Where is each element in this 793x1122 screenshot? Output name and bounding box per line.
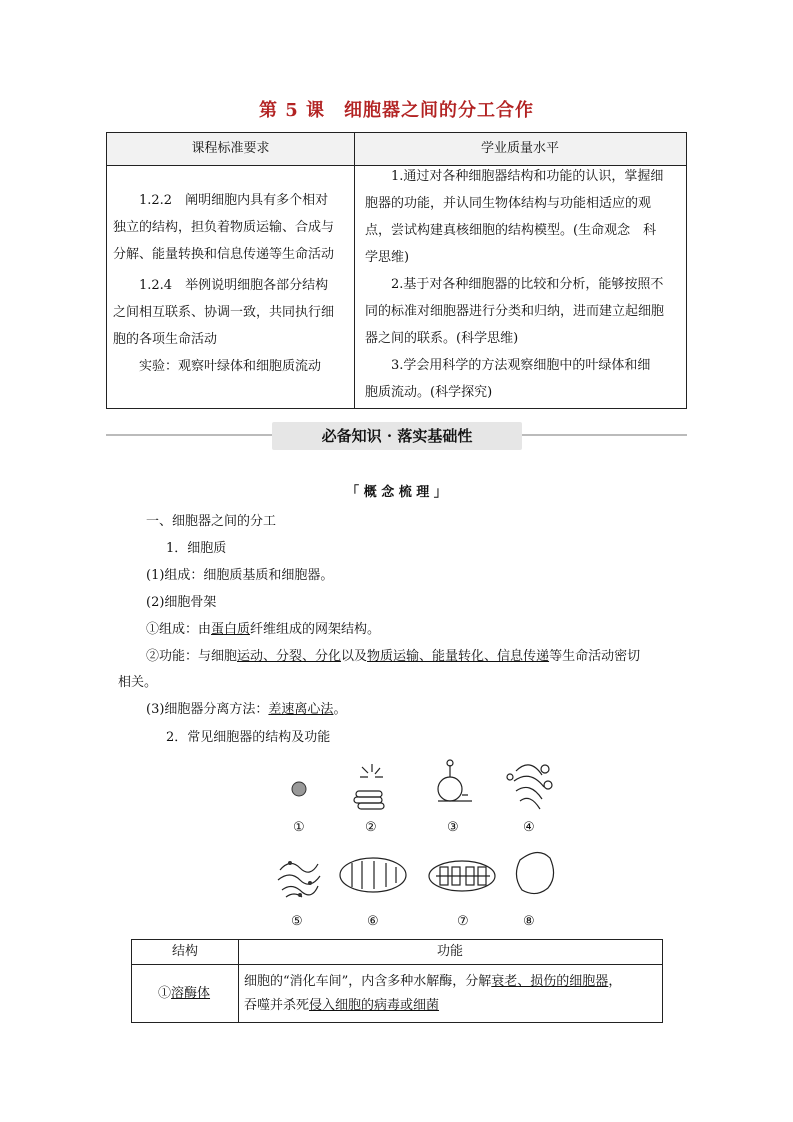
text-related: 相关。: [118, 675, 158, 690]
text-cytoskeleton-composition: [146, 618, 380, 637]
organelle-centriole-figure: [438, 760, 472, 801]
answer-transport: 物质运输、能量转化、信息传递: [367, 649, 550, 664]
answer-protein: 蛋白质: [211, 622, 251, 637]
text-segment: 以及: [341, 649, 368, 664]
figure-label: ①: [293, 820, 305, 835]
answer-centrifugation: 差速离心法: [268, 702, 334, 717]
text-segment: 纤维组成的网架结构。: [250, 622, 381, 637]
text-separation-method: [146, 698, 346, 717]
figure-label: ⑤: [291, 914, 303, 929]
answer-movement: 运动、分裂、分化: [237, 649, 342, 664]
col1-line: 分解、能量转换和信息传递等生命活动: [113, 247, 335, 262]
col2-line: 3.学会用科学的方法观察细胞中的叶绿体和细: [391, 358, 651, 373]
structure-number: ①: [158, 986, 172, 1001]
header-structure: 结构: [132, 940, 238, 965]
heading-division: 一、细胞器之间的分工: [146, 514, 277, 529]
organelle-ribosome-figure: [292, 782, 306, 796]
text-segment: 吞噬并杀死: [244, 998, 310, 1013]
figure-label: ⑧: [523, 914, 535, 929]
figure-label: ④: [523, 820, 535, 835]
heading-cytoplasm: 1．细胞质: [166, 541, 227, 556]
organelle-centrosome-figure: [354, 764, 384, 809]
banner-rule-left: [106, 434, 276, 436]
standards-table: [106, 132, 687, 409]
col2-line: 胞器的功能，并认同生物体结构与功能相适应的观: [365, 196, 652, 211]
text-segment: 。: [333, 702, 347, 717]
header-quality: 学业质量水平: [354, 133, 686, 166]
col1-line: 胞的各项生命活动: [113, 332, 218, 347]
answer-aging-organelles: 衰老、损伤的细胞器: [491, 974, 609, 989]
text-cytoskeleton: (2)细胞骨架: [146, 595, 217, 610]
text-segment: ①组成：由: [146, 622, 212, 637]
text-segment: ，: [608, 974, 622, 989]
figure-label: ⑦: [457, 914, 469, 929]
heading-organelles: 2．常见细胞器的结构及功能: [166, 730, 331, 745]
col2-line: 同的标准对细胞器进行分类和归纳，进而建立起细胞: [365, 304, 665, 319]
organelle-chloroplast-figure: [429, 861, 495, 891]
section-banner: [106, 420, 687, 450]
section-banner-title: 必备知识 · 落实基础性: [272, 422, 522, 450]
answer-lysosome: 溶酶体: [171, 986, 211, 1001]
text-composition: (1)组成：细胞质基质和细胞器。: [146, 568, 334, 583]
organelle-golgi-figure: [507, 765, 552, 809]
text-segment: 细胞的“消化车间”，内含多种水解酶，分解: [244, 974, 492, 989]
answer-invading-pathogens: 侵入细胞的病毒或细菌: [309, 998, 440, 1013]
col2-line: 2.基于对各种细胞器的比较和分析，能够按照不: [391, 277, 664, 292]
figure-label: ②: [365, 820, 377, 835]
text-segment: ②功能：与细胞: [146, 649, 238, 664]
organelle-mitochondrion-figure: [340, 858, 406, 892]
col1-line: 1.2.2 阐明细胞内具有多个相对: [139, 193, 329, 208]
text-segment: (3)细胞器分离方法：: [146, 702, 269, 717]
col2-line: 器之间的联系。(科学思维): [365, 331, 519, 346]
header-function: 功能: [238, 940, 662, 965]
col1-line: 之间相互联系、协调一致，共同执行细: [113, 305, 335, 320]
figure-label: ③: [447, 820, 459, 835]
text-cytoskeleton-function: [146, 645, 640, 664]
banner-rule-right: [518, 434, 687, 436]
figure-label: ⑥: [367, 914, 379, 929]
col2-line: 点，尝试构建真核细胞的结构模型。(生命观念 科: [365, 223, 657, 238]
organelle-vacuole-figure: [516, 852, 553, 893]
header-curriculum: 课程标准要求: [107, 133, 354, 166]
subsection-heading: 「 概 念 梳 理 」: [346, 485, 447, 500]
text-segment: 等生命活动密切: [549, 649, 641, 664]
function-table: [131, 939, 663, 1023]
col1-line: 实验：观察叶绿体和细胞质流动: [139, 359, 322, 374]
col2-line: 1.通过对各种细胞器结构和功能的认识，掌握细: [391, 169, 664, 184]
col2-line: 学思维): [365, 250, 410, 265]
organelle-er-figure: [278, 861, 320, 897]
col1-line: 独立的结构，担负着物质运输、合成与: [113, 220, 335, 235]
structure-lysosome: [158, 982, 210, 1001]
col1-line: 1.2.4 举例说明细胞各部分结构: [139, 278, 329, 293]
organelle-figures: [0, 755, 793, 940]
function-lysosome: [244, 970, 621, 1018]
col2-line: 胞质流动。(科学探究): [365, 385, 493, 400]
page-title: 第 5 课 细胞器之间的分工合作: [258, 100, 535, 121]
